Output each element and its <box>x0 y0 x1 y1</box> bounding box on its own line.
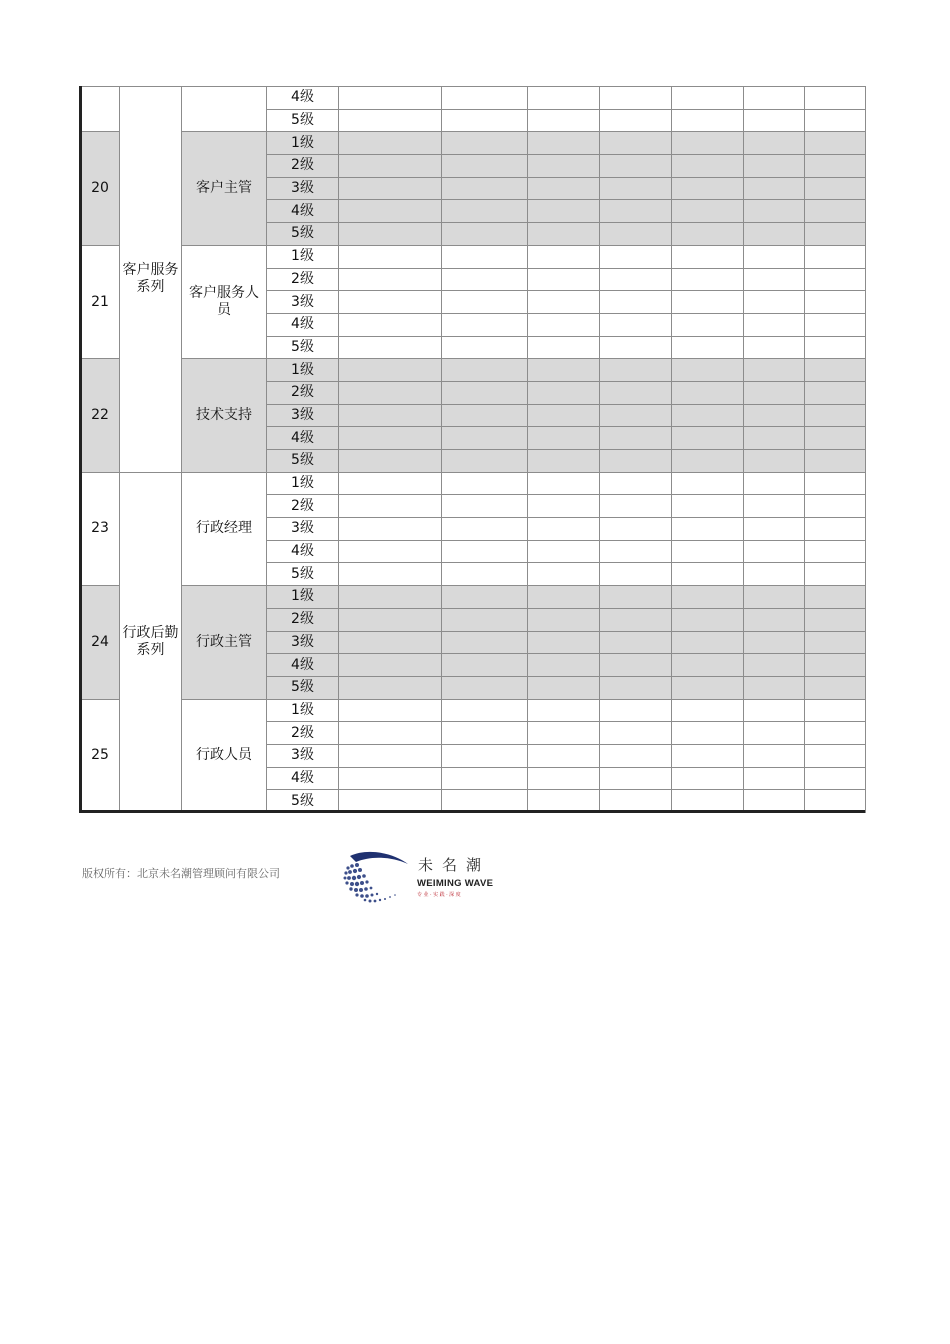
level-cell: 3级 <box>267 177 339 200</box>
empty-cell <box>744 336 805 359</box>
empty-cell <box>600 245 672 268</box>
empty-cell <box>744 495 805 518</box>
empty-cell <box>442 654 528 677</box>
empty-cell <box>339 427 442 450</box>
empty-cell <box>442 359 528 382</box>
level-cell: 5级 <box>267 563 339 586</box>
job-series-cell: 客户服务系列 <box>120 87 182 473</box>
empty-cell <box>442 132 528 155</box>
empty-cell <box>442 518 528 541</box>
empty-cell <box>339 608 442 631</box>
empty-cell <box>600 404 672 427</box>
job-series-cell: 行政后勤系列 <box>120 472 182 812</box>
empty-cell <box>600 563 672 586</box>
empty-cell <box>528 291 600 314</box>
level-cell: 5级 <box>267 109 339 132</box>
position-cell: 客户服务人员 <box>182 245 267 358</box>
position-cell: 行政人员 <box>182 699 267 812</box>
empty-cell <box>600 177 672 200</box>
empty-cell <box>339 155 442 178</box>
empty-cell <box>672 450 744 473</box>
empty-cell <box>528 586 600 609</box>
empty-cell <box>805 313 866 336</box>
empty-cell <box>442 291 528 314</box>
level-cell: 1级 <box>267 359 339 382</box>
empty-cell <box>672 313 744 336</box>
empty-cell <box>528 132 600 155</box>
empty-cell <box>672 87 744 110</box>
empty-cell <box>672 744 744 767</box>
level-cell: 4级 <box>267 87 339 110</box>
empty-cell <box>339 563 442 586</box>
row-number-cell <box>81 87 120 132</box>
empty-cell <box>805 223 866 246</box>
empty-cell <box>442 155 528 178</box>
empty-cell <box>744 223 805 246</box>
empty-cell <box>442 586 528 609</box>
empty-cell <box>339 495 442 518</box>
row-number-cell: 24 <box>81 586 120 699</box>
empty-cell <box>805 200 866 223</box>
empty-cell <box>600 767 672 790</box>
empty-cell <box>528 200 600 223</box>
empty-cell <box>339 313 442 336</box>
row-number-cell: 21 <box>81 245 120 358</box>
table-row <box>81 132 866 155</box>
empty-cell <box>805 404 866 427</box>
empty-cell <box>672 245 744 268</box>
empty-cell <box>744 245 805 268</box>
empty-cell <box>805 245 866 268</box>
empty-cell <box>442 450 528 473</box>
empty-cell <box>442 676 528 699</box>
empty-cell <box>744 472 805 495</box>
empty-cell <box>339 132 442 155</box>
empty-cell <box>672 291 744 314</box>
empty-cell <box>528 608 600 631</box>
position-cell: 行政经理 <box>182 472 267 585</box>
empty-cell <box>600 268 672 291</box>
empty-cell <box>805 722 866 745</box>
level-cell: 2级 <box>267 608 339 631</box>
empty-cell <box>442 177 528 200</box>
empty-cell <box>600 109 672 132</box>
empty-cell <box>744 744 805 767</box>
empty-cell <box>805 336 866 359</box>
empty-cell <box>744 654 805 677</box>
empty-cell <box>672 540 744 563</box>
row-number-cell: 22 <box>81 359 120 472</box>
empty-cell <box>528 223 600 246</box>
row-number-cell: 25 <box>81 699 120 812</box>
level-cell: 2级 <box>267 495 339 518</box>
empty-cell <box>672 631 744 654</box>
level-cell: 2级 <box>267 381 339 404</box>
level-cell: 5级 <box>267 676 339 699</box>
level-cell: 4级 <box>267 427 339 450</box>
empty-cell <box>528 450 600 473</box>
empty-cell <box>805 631 866 654</box>
empty-cell <box>805 608 866 631</box>
empty-cell <box>744 450 805 473</box>
empty-cell <box>600 744 672 767</box>
empty-cell <box>600 87 672 110</box>
empty-cell <box>339 109 442 132</box>
empty-cell <box>339 518 442 541</box>
empty-cell <box>600 155 672 178</box>
empty-cell <box>528 177 600 200</box>
empty-cell <box>442 381 528 404</box>
empty-cell <box>805 177 866 200</box>
empty-cell <box>339 336 442 359</box>
empty-cell <box>600 722 672 745</box>
level-cell: 2级 <box>267 722 339 745</box>
empty-cell <box>600 472 672 495</box>
empty-cell <box>339 245 442 268</box>
empty-cell <box>339 744 442 767</box>
empty-cell <box>805 676 866 699</box>
empty-cell <box>672 155 744 178</box>
empty-cell <box>339 177 442 200</box>
empty-cell <box>600 790 672 813</box>
level-cell: 1级 <box>267 699 339 722</box>
empty-cell <box>805 109 866 132</box>
empty-cell <box>744 790 805 813</box>
empty-cell <box>528 699 600 722</box>
empty-cell <box>805 155 866 178</box>
table-row <box>81 359 866 382</box>
empty-cell <box>805 450 866 473</box>
empty-cell <box>528 540 600 563</box>
empty-cell <box>600 450 672 473</box>
empty-cell <box>672 654 744 677</box>
empty-cell <box>672 359 744 382</box>
level-cell: 5级 <box>267 450 339 473</box>
empty-cell <box>528 245 600 268</box>
empty-cell <box>339 676 442 699</box>
empty-cell <box>744 87 805 110</box>
empty-cell <box>744 132 805 155</box>
empty-cell <box>528 495 600 518</box>
empty-cell <box>528 268 600 291</box>
level-cell: 3级 <box>267 744 339 767</box>
empty-cell <box>528 518 600 541</box>
level-cell: 2级 <box>267 268 339 291</box>
empty-cell <box>339 790 442 813</box>
empty-cell <box>744 381 805 404</box>
level-cell: 5级 <box>267 790 339 813</box>
level-cell: 4级 <box>267 200 339 223</box>
empty-cell <box>442 744 528 767</box>
empty-cell <box>528 336 600 359</box>
empty-cell <box>600 699 672 722</box>
empty-cell <box>528 767 600 790</box>
level-cell: 1级 <box>267 586 339 609</box>
empty-cell <box>339 540 442 563</box>
empty-cell <box>744 404 805 427</box>
level-cell: 5级 <box>267 336 339 359</box>
company-logo <box>340 850 500 904</box>
row-number-cell: 23 <box>81 472 120 585</box>
empty-cell <box>442 608 528 631</box>
empty-cell <box>528 313 600 336</box>
empty-cell <box>672 722 744 745</box>
empty-cell <box>805 359 866 382</box>
empty-cell <box>339 359 442 382</box>
table-row <box>81 245 866 268</box>
level-cell: 3级 <box>267 518 339 541</box>
level-cell: 4级 <box>267 540 339 563</box>
empty-cell <box>744 427 805 450</box>
empty-cell <box>744 676 805 699</box>
empty-cell <box>600 608 672 631</box>
empty-cell <box>672 495 744 518</box>
empty-cell <box>600 291 672 314</box>
empty-cell <box>442 699 528 722</box>
empty-cell <box>805 563 866 586</box>
empty-cell <box>442 427 528 450</box>
empty-cell <box>805 132 866 155</box>
empty-cell <box>805 699 866 722</box>
empty-cell <box>339 631 442 654</box>
empty-cell <box>442 722 528 745</box>
empty-cell <box>744 722 805 745</box>
empty-cell <box>744 699 805 722</box>
table-row <box>81 699 866 722</box>
empty-cell <box>600 676 672 699</box>
empty-cell <box>744 631 805 654</box>
empty-cell <box>672 427 744 450</box>
empty-cell <box>744 177 805 200</box>
empty-cell <box>339 722 442 745</box>
empty-cell <box>744 155 805 178</box>
empty-cell <box>528 404 600 427</box>
empty-cell <box>744 608 805 631</box>
level-cell: 4级 <box>267 654 339 677</box>
empty-cell <box>339 654 442 677</box>
empty-cell <box>805 744 866 767</box>
empty-cell <box>672 608 744 631</box>
empty-cell <box>339 87 442 110</box>
empty-cell <box>600 381 672 404</box>
table-row <box>81 87 866 110</box>
empty-cell <box>672 109 744 132</box>
empty-cell <box>528 359 600 382</box>
empty-cell <box>339 404 442 427</box>
empty-cell <box>744 291 805 314</box>
level-cell: 1级 <box>267 245 339 268</box>
empty-cell <box>339 200 442 223</box>
empty-cell <box>528 87 600 110</box>
empty-cell <box>339 291 442 314</box>
empty-cell <box>672 586 744 609</box>
empty-cell <box>528 427 600 450</box>
empty-cell <box>672 132 744 155</box>
empty-cell <box>805 518 866 541</box>
empty-cell <box>672 177 744 200</box>
empty-cell <box>805 586 866 609</box>
empty-cell <box>672 223 744 246</box>
empty-cell <box>528 381 600 404</box>
empty-cell <box>442 87 528 110</box>
empty-cell <box>442 268 528 291</box>
table-row <box>81 586 866 609</box>
empty-cell <box>528 155 600 178</box>
empty-cell <box>744 767 805 790</box>
logo-slogan: 专业·实践·深度 <box>417 892 463 898</box>
empty-cell <box>805 472 866 495</box>
level-cell: 1级 <box>267 132 339 155</box>
empty-cell <box>672 200 744 223</box>
empty-cell <box>442 336 528 359</box>
empty-cell <box>442 223 528 246</box>
empty-cell <box>339 268 442 291</box>
empty-cell <box>744 313 805 336</box>
empty-cell <box>600 586 672 609</box>
empty-cell <box>442 245 528 268</box>
empty-cell <box>600 313 672 336</box>
empty-cell <box>528 722 600 745</box>
empty-cell <box>672 472 744 495</box>
empty-cell <box>528 676 600 699</box>
level-cell: 2级 <box>267 155 339 178</box>
empty-cell <box>805 495 866 518</box>
empty-cell <box>600 132 672 155</box>
position-cell: 行政主管 <box>182 586 267 699</box>
empty-cell <box>339 586 442 609</box>
empty-cell <box>600 518 672 541</box>
empty-cell <box>528 631 600 654</box>
logo-chinese-name: 未名潮 <box>418 856 491 874</box>
empty-cell <box>528 563 600 586</box>
empty-cell <box>600 654 672 677</box>
empty-cell <box>805 654 866 677</box>
empty-cell <box>600 359 672 382</box>
empty-cell <box>744 563 805 586</box>
empty-cell <box>805 291 866 314</box>
empty-cell <box>600 336 672 359</box>
empty-cell <box>339 381 442 404</box>
empty-cell <box>805 87 866 110</box>
empty-cell <box>744 268 805 291</box>
empty-cell <box>528 109 600 132</box>
empty-cell <box>528 654 600 677</box>
empty-cell <box>600 200 672 223</box>
level-cell: 1级 <box>267 472 339 495</box>
empty-cell <box>672 336 744 359</box>
empty-cell <box>442 472 528 495</box>
empty-cell <box>528 744 600 767</box>
empty-cell <box>744 109 805 132</box>
empty-cell <box>672 563 744 586</box>
level-cell: 5级 <box>267 223 339 246</box>
level-cell: 3级 <box>267 404 339 427</box>
empty-cell <box>805 540 866 563</box>
empty-cell <box>442 631 528 654</box>
empty-cell <box>672 518 744 541</box>
empty-cell <box>442 109 528 132</box>
empty-cell <box>442 313 528 336</box>
empty-cell <box>600 427 672 450</box>
empty-cell <box>805 268 866 291</box>
table-row <box>81 472 866 495</box>
empty-cell <box>672 381 744 404</box>
empty-cell <box>442 404 528 427</box>
level-cell: 4级 <box>267 767 339 790</box>
position-cell <box>182 87 267 132</box>
empty-cell <box>744 200 805 223</box>
empty-cell <box>672 404 744 427</box>
empty-cell <box>339 450 442 473</box>
empty-cell <box>339 472 442 495</box>
empty-cell <box>672 676 744 699</box>
salary-grade-table <box>80 86 866 813</box>
level-cell: 3级 <box>267 631 339 654</box>
empty-cell <box>339 699 442 722</box>
empty-cell <box>744 540 805 563</box>
empty-cell <box>805 381 866 404</box>
empty-cell <box>744 359 805 382</box>
empty-cell <box>442 563 528 586</box>
level-cell: 4级 <box>267 313 339 336</box>
empty-cell <box>600 495 672 518</box>
position-cell: 客户主管 <box>182 132 267 245</box>
level-cell: 3级 <box>267 291 339 314</box>
empty-cell <box>600 540 672 563</box>
empty-cell <box>528 790 600 813</box>
empty-cell <box>442 540 528 563</box>
position-cell: 技术支持 <box>182 359 267 472</box>
empty-cell <box>442 200 528 223</box>
empty-cell <box>744 586 805 609</box>
empty-cell <box>442 790 528 813</box>
wave-logo-icon <box>340 850 416 904</box>
empty-cell <box>339 767 442 790</box>
copyright-text: 版权所有：北京未名潮管理顾问有限公司 <box>82 867 280 880</box>
empty-cell <box>672 699 744 722</box>
empty-cell <box>442 767 528 790</box>
empty-cell <box>672 790 744 813</box>
empty-cell <box>600 631 672 654</box>
empty-cell <box>672 268 744 291</box>
empty-cell <box>744 518 805 541</box>
empty-cell <box>600 223 672 246</box>
empty-cell <box>339 223 442 246</box>
empty-cell <box>442 495 528 518</box>
logo-english-name: WEIMING WAVE <box>417 878 494 889</box>
empty-cell <box>805 767 866 790</box>
empty-cell <box>805 790 866 813</box>
empty-cell <box>672 767 744 790</box>
row-number-cell: 20 <box>81 132 120 245</box>
empty-cell <box>805 427 866 450</box>
empty-cell <box>528 472 600 495</box>
